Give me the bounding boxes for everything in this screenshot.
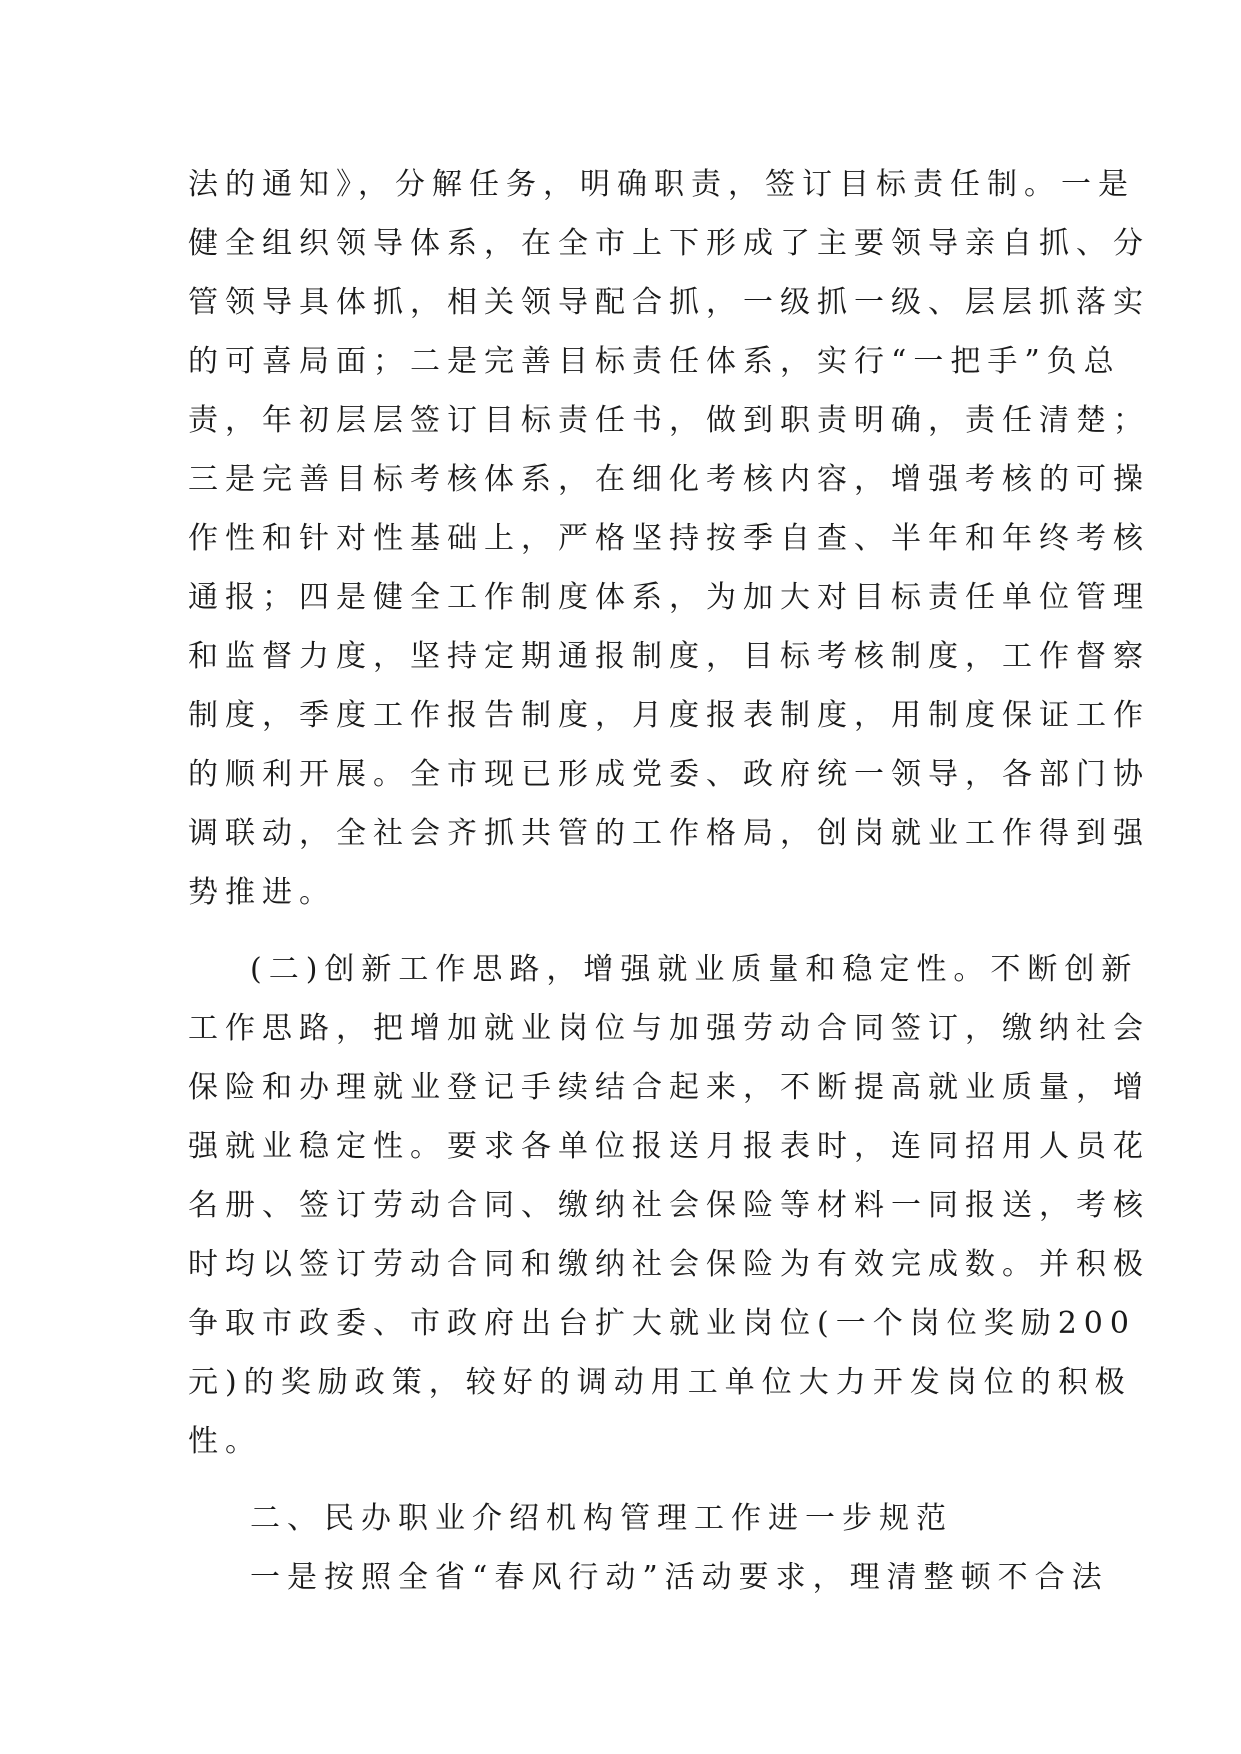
text-line: 的顺利开展。全市现已形成党委、政府统一领导，各部门协 — [188, 757, 1150, 792]
text-line: 时均以签订劳动合同和缴纳社会保险为有效完成数。并积极 — [188, 1247, 1150, 1282]
paragraph — [188, 1548, 1109, 1607]
paragraph-spacer — [188, 922, 1058, 940]
text-line: 工作思路，把增加就业岗位与加强劳动合同签订，缴纳社会 — [188, 1011, 1150, 1046]
text-line: 争取市政委、市政府出台扩大就业岗位(一个岗位奖励200 — [188, 1306, 1136, 1341]
text-line: (二)创新工作思路，增强就业质量和稳定性。不断创新 — [250, 952, 1139, 987]
text-line: 管领导具体抓，相关领导配合抓，一级抓一级、层层抓落实 — [188, 285, 1150, 320]
text-line: 一是按照全省“春风行动”活动要求，理清整顿不合法 — [250, 1560, 1109, 1595]
text-line: 责，年初层层签订目标责任书，做到职责明确，责任清楚； — [188, 403, 1150, 438]
paragraph — [188, 155, 1150, 922]
text-line: 和监督力度，坚持定期通报制度，目标考核制度，工作督察 — [188, 639, 1150, 674]
text-line: 法的通知》，分解任务，明确职责，签订目标责任制。一是 — [188, 167, 1135, 202]
text-line: 性。 — [188, 1424, 262, 1459]
paragraph — [188, 940, 1150, 1471]
text-line: 健全组织领导体系，在全市上下形成了主要领导亲自抓、分 — [188, 226, 1150, 261]
text-line: 元)的奖励政策，较好的调动用工单位大力开发岗位的积极 — [188, 1365, 1132, 1400]
paragraph-spacer — [188, 1471, 1058, 1489]
text-line: 强就业稳定性。要求各单位报送月报表时，连同招用人员花 — [188, 1129, 1150, 1164]
text-line: 名册、签订劳动合同、缴纳社会保险等材料一同报送，考核 — [188, 1188, 1150, 1223]
text-line: 势推进。 — [188, 875, 336, 910]
text-line: 保险和办理就业登记手续结合起来，不断提高就业质量，增 — [188, 1070, 1150, 1105]
text-line: 作性和针对性基础上，严格坚持按季自查、半年和年终考核 — [188, 521, 1150, 556]
text-line: 调联动，全社会齐抓共管的工作格局，创岗就业工作得到强 — [188, 816, 1150, 851]
text-line: 三是完善目标考核体系，在细化考核内容，增强考核的可操 — [188, 462, 1150, 497]
text-line: 通报；四是健全工作制度体系，为加大对目标责任单位管理 — [188, 580, 1150, 615]
text-line: 制度，季度工作报告制度，月度报表制度，用制度保证工作 — [188, 698, 1150, 733]
section-heading: 二、民办职业介绍机构管理工作进一步规范 — [250, 1501, 953, 1536]
document-body — [188, 155, 1150, 1607]
text-line: 的可喜局面；二是完善目标责任体系，实行“一把手”负总 — [188, 344, 1121, 379]
